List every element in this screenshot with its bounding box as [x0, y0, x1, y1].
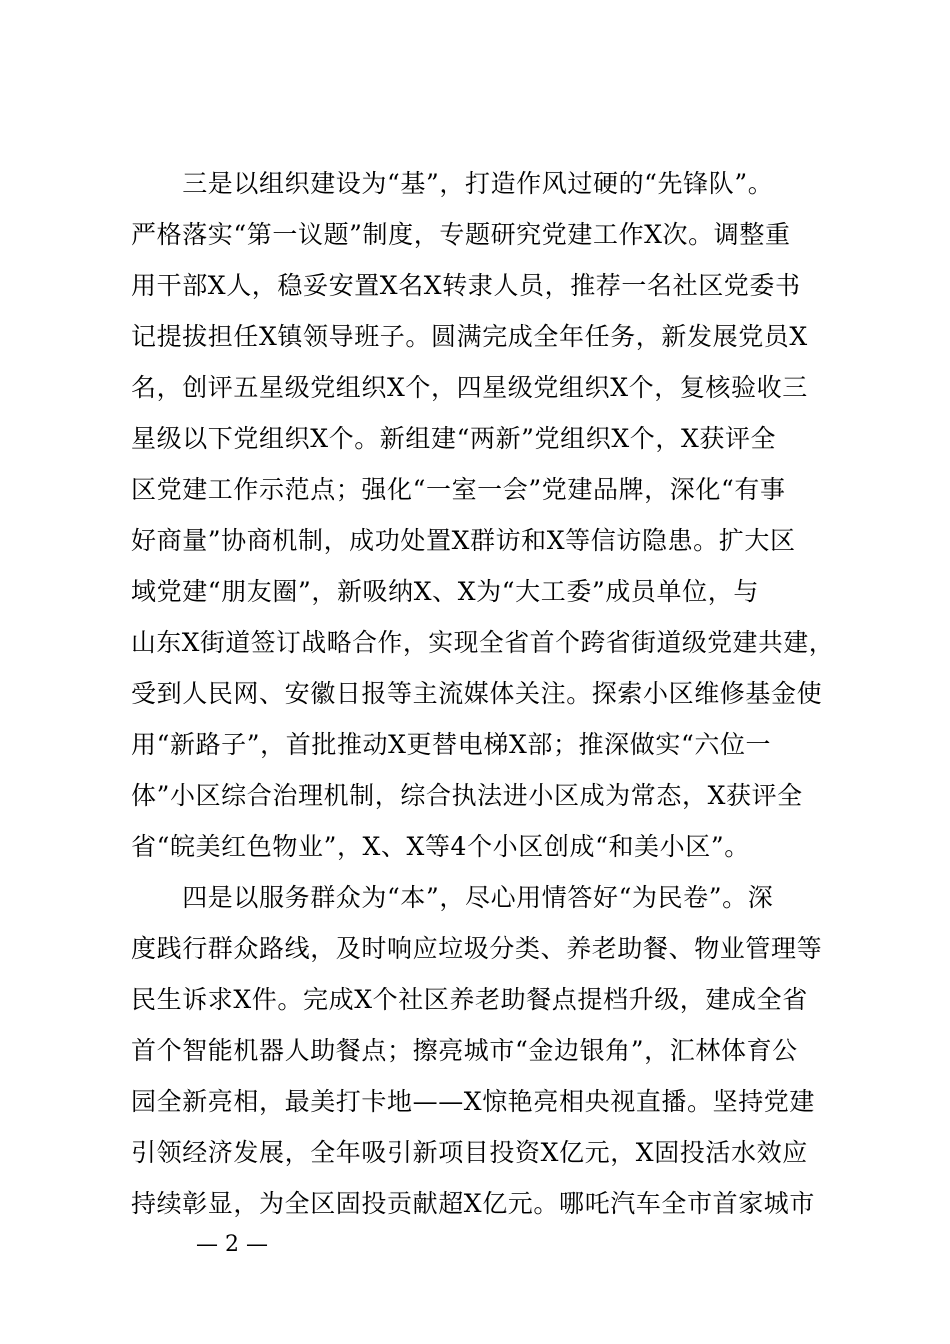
text-line: 区党建工作示范点；强化“一室一会”党建品牌，深化“有事 [131, 475, 786, 504]
text-line: 名，创评五星级党组织X个，四星级党组织X个，复核验收三 [131, 373, 808, 402]
text-line: 域党建“朋友圈”，新吸纳X、X为“大工委”成员单位，与 [131, 577, 759, 606]
text-line: 用干部X人，稳妥安置X名X转隶人员，推荐一名社区党委书 [131, 271, 801, 300]
text-line: 三是以组织建设为“基”，打造作风过硬的“先锋队”。 [131, 169, 774, 198]
text-line: 引领经济发展，全年吸引新项目投资X亿元，X固投活水效应 [131, 1138, 808, 1167]
text-line: 受到人民网、安徽日报等主流媒体关注。探索小区维修基金使 [131, 679, 823, 708]
text-line: 山东X街道签订战略合作，实现全省首个跨省街道级党建共建， [131, 628, 835, 657]
page-number: — 2 — [196, 1232, 268, 1257]
text-line: 严格落实“第一议题”制度，专题研究党建工作X次。调整重 [131, 220, 791, 249]
text-line: 体”小区综合治理机制，综合执法进小区成为常态，X获评全 [131, 781, 803, 810]
text-line: 度践行群众路线，及时响应垃圾分类、养老助餐、物业管理等 [131, 934, 823, 963]
text-line: 星级以下党组织X个。新组建“两新”党组织X个，X获评全 [131, 424, 777, 453]
text-line: 持续彰显，为全区固投贡献超X亿元。哪吒汽车全市首家城市 [131, 1189, 815, 1218]
text-line: 省“皖美红色物业”，X、X等4个小区创成“和美小区”。 [131, 832, 750, 861]
text-line: 园全新亮相，最美打卡地——X惊艳亮相央视直播。坚持党建 [131, 1087, 815, 1116]
text-line: 四是以服务群众为“本”，尽心用情答好“为民卷”。深 [131, 883, 774, 912]
text-line: 用“新路子”，首批推动X更替电梯X部；推深做实“六位一 [131, 730, 772, 759]
text-line: 首个智能机器人助餐点；擦亮城市“金边银角”，汇林体育公 [131, 1036, 798, 1065]
text-line: 记提拔担任X镇领导班子。圆满完成全年任务，新发展党员X [131, 322, 808, 351]
text-line: 好商量”协商机制，成功处置X群访和X等信访隐患。扩大区 [131, 526, 796, 555]
text-line: 民生诉求X件。完成X个社区养老助餐点提档升级，建成全省 [131, 985, 808, 1014]
